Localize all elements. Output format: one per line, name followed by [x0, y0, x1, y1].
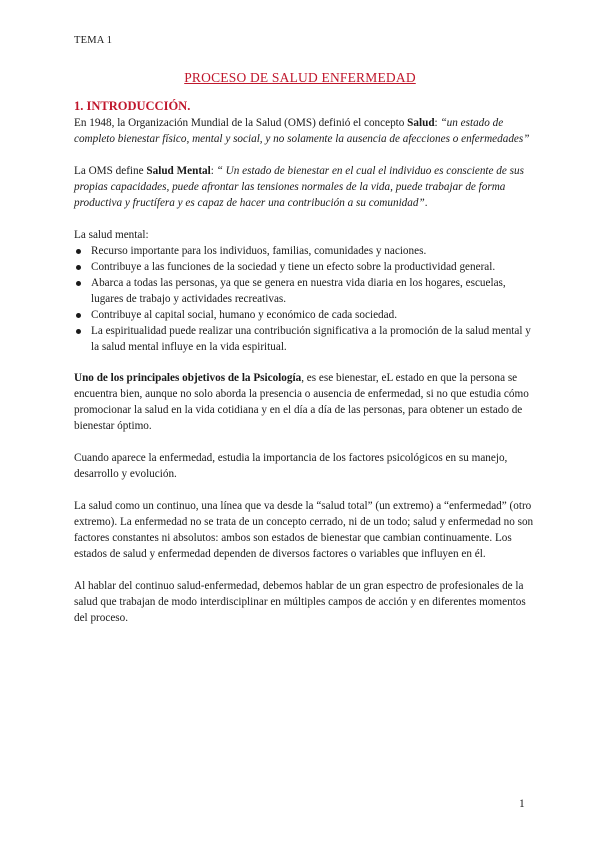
mental-health-list	[74, 243, 534, 355]
p2-quote: “ Un estado de bienestar en el cual el individuo es consciente de sus propias capacidades, puede afrontar las tensiones normales de la vida, puede trabajar de forma productiva y fructífera y es capaz de hacer una contribución a su comunidad”	[74, 165, 524, 209]
running-header: TEMA 1	[74, 35, 113, 46]
list-item: Recurso importante para los individuos, familias, comunidades y naciones.	[74, 243, 534, 259]
paragraph-professionals: Al hablar del continuo salud-enfermedad, debemos hablar de un gran espectro de profesionales de la salud que trabajan de modo interdisciplinar en múltiples campos de acción y en diferentes momentos del proceso.	[74, 580, 526, 624]
p2-end: .	[424, 197, 428, 209]
p1-term: Salud	[407, 117, 435, 129]
page-number: 1	[519, 798, 525, 810]
list-item: Abarca a todas las personas, ya que se genera en nuestra vida diaria en los hogares, escuelas, lugares de trabajo y actividades recreativas.	[74, 275, 534, 307]
paragraph-health-continuum: La salud como un continuo, una línea que va desde la “salud total” (un extremo) a “enfermedad” (otro extremo). La enfermedad no se trata de un concepto cerrado, ni de un todo; salud y enfermedad no son factores constantes ni absolutos: ambos son estados de bienestar que cambian continuamente. Los estados de salud y enfermedad dependen de diversos factores o variables que influyen en él.	[74, 500, 534, 560]
paragraph-illness: Cuando aparece la enfermedad, estudia la importancia de los factores psicológicos en su manejo, desarrollo y evolución.	[74, 452, 508, 480]
p3-text: , es ese bienestar, eL estado en que la persona se encuentra bien, aunque no solo aborda la presencia o ausencia de enfermedad, si no que estudia cómo promocionar la salud en la vida cotidiana y en el día a día de las personas, para obtener un estado de bienestar óptimo.	[74, 372, 529, 432]
section-heading: 1. INTRODUCCIÓN.	[74, 99, 191, 113]
p2-term: Salud Mental	[146, 165, 211, 177]
p1-colon: :	[434, 117, 441, 129]
p1-quote: “un estado de completo bienestar físico, mental y social, y no solamente la ausencia de afecciones o enfermedades”	[74, 117, 530, 145]
p2-colon: :	[210, 165, 217, 177]
paragraph-who-health	[74, 115, 534, 147]
paragraph-psychology-objective	[74, 370, 534, 434]
list-item: La espiritualidad puede realizar una contribución significativa a la promoción de la salud mental y la salud mental influye en la vida espiritual.	[74, 323, 534, 355]
mental-health-intro: La salud mental:	[74, 229, 149, 241]
document-title: PROCESO DE SALUD ENFERMEDAD	[184, 70, 416, 85]
p2-text: La OMS define	[74, 165, 147, 177]
list-item: Contribuye a las funciones de la sociedad y tiene un efecto sobre la productividad general.	[74, 259, 534, 275]
paragraph-mental-health-definition	[74, 163, 534, 211]
document-body	[74, 98, 534, 626]
list-item: Contribuye al capital social, humano y económico de cada sociedad.	[74, 307, 534, 323]
p1-text: En 1948, la Organización Mundial de la Salud (OMS) definió el concepto	[74, 117, 408, 129]
p3-lead: Uno de los principales objetivos de la Psicología	[74, 372, 302, 384]
